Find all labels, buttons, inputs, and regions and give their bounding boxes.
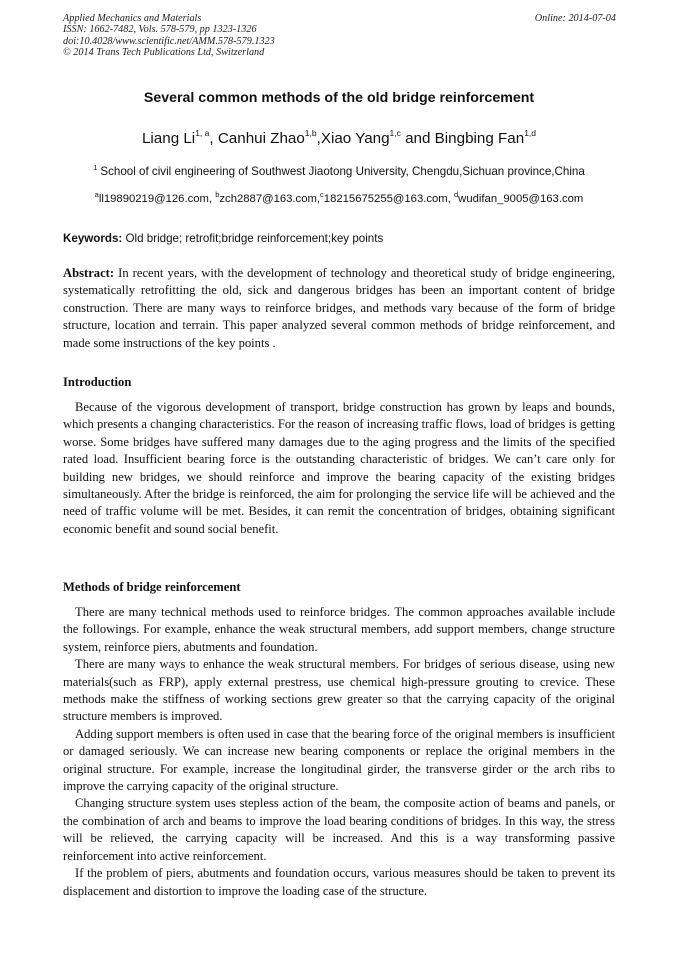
affiliation-sup: 1 [93,163,98,172]
email-separator: , [316,193,321,205]
online-date: Online: 2014-07-04 [534,13,616,24]
email-separator: , [447,193,454,205]
abstract-text: In recent years, with the development of technology and theoretical study of bridge engineering, systematically retrofitting the old, sick and dangerous bridges has been an important content of bridge construction. There are many ways to reinforce bridges, and methods vary because of the form of bridge structure, location and terrain. This paper analyzed several common methods of bridge reinforcement, and made some instructions of the key points . [63,266,615,350]
email-sup: c [320,190,324,199]
email-address[interactable]: ll19890219@126.com [98,193,209,205]
email-sup: d [454,190,459,199]
journal-name: Applied Mechanics and Materials [63,13,202,24]
author-affil-sup: 1, a [195,128,210,138]
paper-title: Several common methods of the old bridge reinforcement [143,90,535,106]
journal-header [63,13,616,58]
keywords [63,232,623,245]
paragraph: If the problem of piers, abutments and foundation occurs, various measures should be taken to prevent its displacement and distortion to improve the loading case of the structure. [63,866,615,898]
paragraph: Adding support members is often used in case that the bearing force of the original members is insufficient or damaged seriously. We can increase new bearing components or replace the original members in the original structure. For example, increase the longitudinal girder, the transverse girder or the arch ribs to improve the carrying capacity of the original structure. [63,726,615,794]
journal-issn: ISSN: 1662-7482, Vols. 578-579, pp 1323-1326 [63,24,257,36]
author-separator: and [400,130,435,147]
keywords-label: Keywords: [63,232,123,245]
email-sup: b [215,190,220,199]
paragraph: Because of the vigorous development of transport, bridge construction has grown by leaps and bounds, which presents a changing characteristics. For the reason of increasing traffic flows, load of bridges is getting worse. Some bridges have suffered many damages due to the aging progress and the limits of the specified rated load. Insufficient bearing force is the outstanding characteristic of bridges. We can’t care only for building new bridges, we should reinforce and improve the bearing capacity of the existing bridges simultaneously. After the bridge is reinforced, the aim for prolonging the service life will be achieved and the need of traffic volume will be met. Besides, it can remit the concentration of bridges, obtaining significant economic benefit and sound social benefit. [63,400,615,536]
abstract-label: Abstract: [63,266,115,280]
author-name: Liang Li [141,130,196,147]
email-address[interactable]: wudifan_9005@163.com [458,193,584,205]
author-list [0,130,678,147]
email-separator: , [208,193,216,205]
author-separator: , [209,130,218,147]
abstract [63,265,615,352]
email-sup: a [94,190,99,199]
affiliation-text: School of civil engineering of Southwest Jiaotong University, Chengdu,Sichuan province,China [100,165,585,178]
affiliation [0,165,678,178]
paragraph: There are many technical methods used to reinforce bridges. The common approaches available include the followings. For example, enhance the weak structural members, add support members, change structure system, reinforce piers, abutments and foundation. [63,605,615,654]
author-affil-sup: 1,d [524,128,537,138]
methods-heading: Methods of bridge reinforcement [63,580,241,594]
journal-copyright: © 2014 Trans Tech Publications Ltd, Switzerland [63,46,265,58]
author-name: Xiao Yang [320,130,390,147]
author-separator: , [316,130,321,147]
paragraph: Changing structure system uses stepless action of the beam, the composite action of beams and panels, or the combination of arch and beams to improve the load bearing conditions of bridges. In this way, the stress will be relieved, the carrying capacity will be increased. And this is a way transforming passive reinforcement into active reinforcement. [63,796,615,863]
keywords-text: Old bridge; retrofit;bridge reinforcement;key points [122,232,384,245]
author-affil-sup: 1,c [389,128,401,138]
introduction-section [63,399,615,538]
author-affil-sup: 1,b [304,128,317,138]
email-address[interactable]: zch2887@163.com [219,193,317,205]
author-name: Canhui Zhao [217,130,305,147]
paragraph: There are many ways to enhance the weak structural members. For bridges of serious disease, using new materials(such as FRP), apply external prestress, use chemical high-pressure grouting to crevice. These methods make the stiffness of working sections grew greater so that the carrying capacity of the original structure members is improved. [63,657,615,724]
methods-section [63,604,615,900]
introduction-heading: Introduction [63,375,132,389]
author-name: Bingbing Fan [434,130,525,147]
email-address[interactable]: 18215675255@163.com [323,193,448,205]
author-emails [0,190,678,205]
journal-doi: doi:10.4028/www.scientific.net/AMM.578-579.1323 [63,35,275,47]
